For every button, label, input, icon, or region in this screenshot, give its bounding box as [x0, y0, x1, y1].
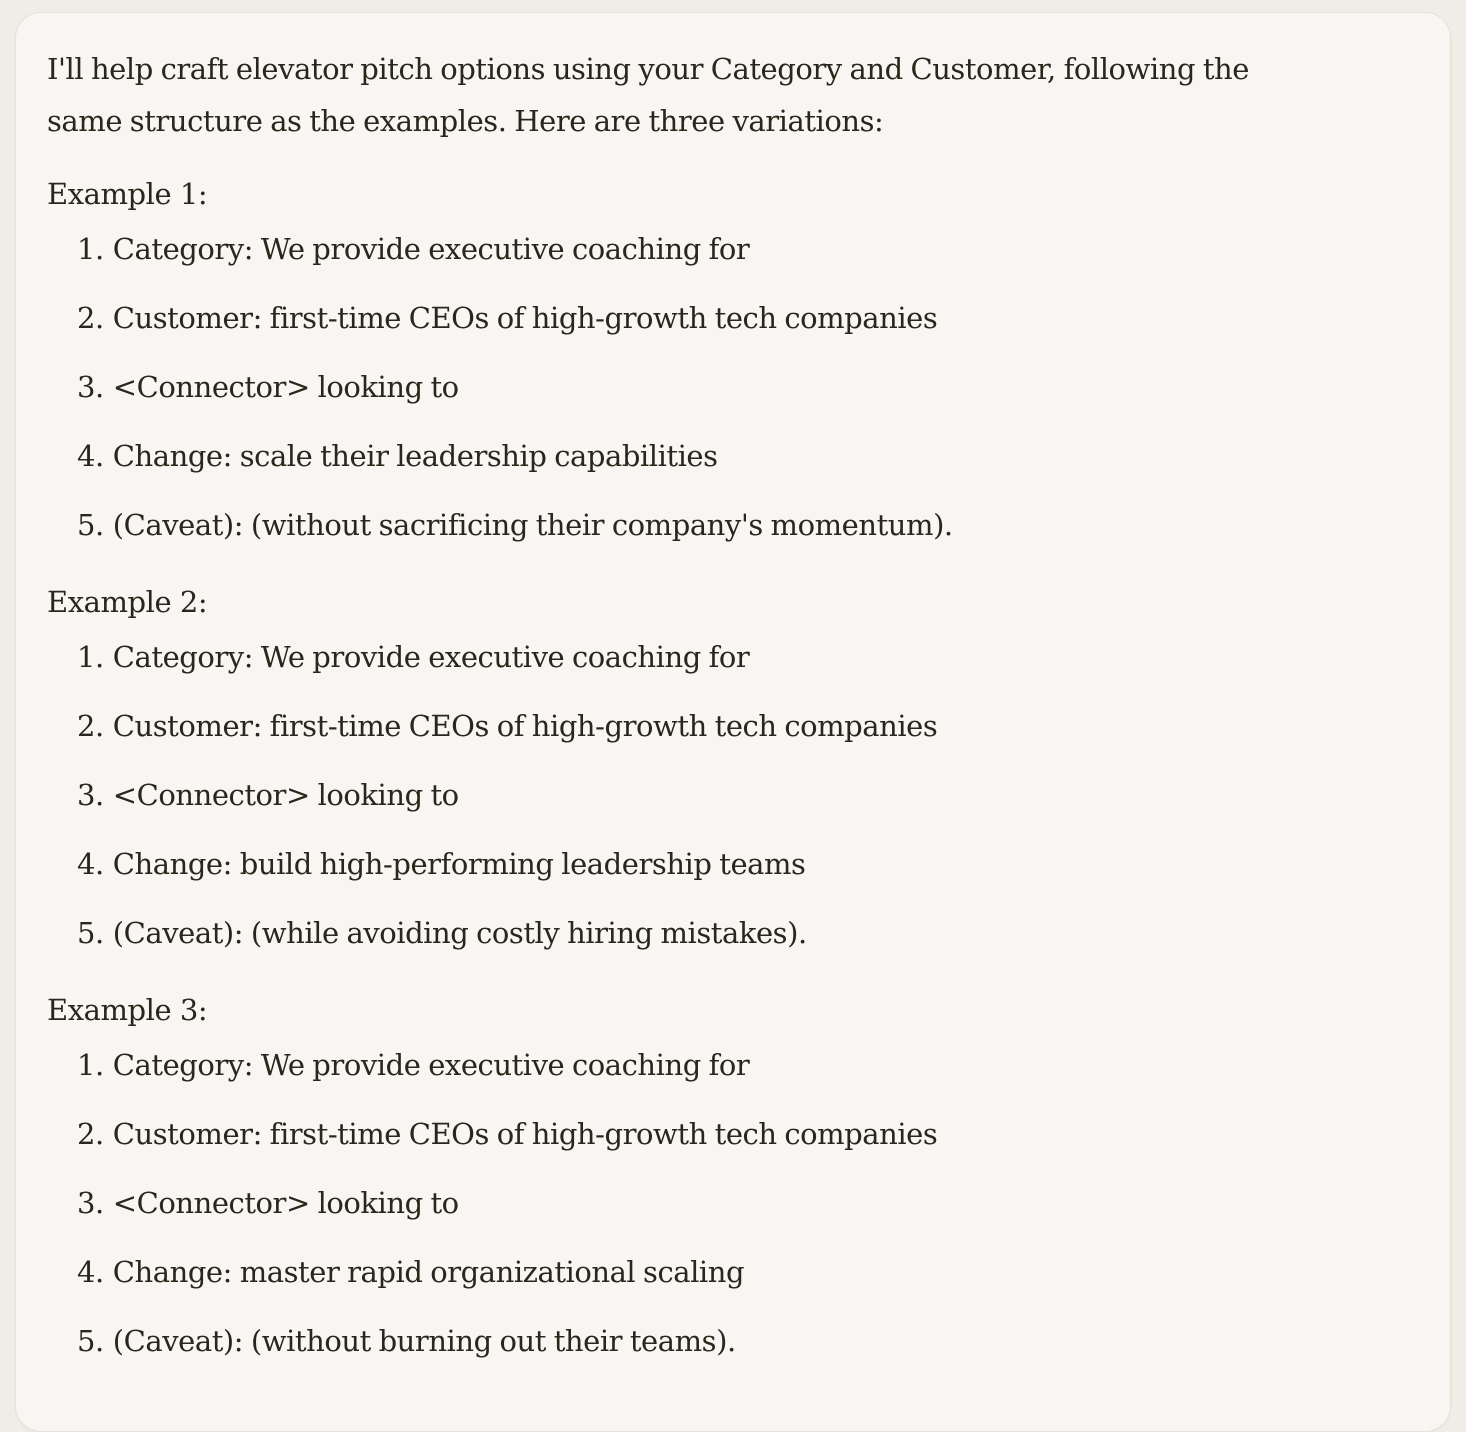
list-item-text: Customer: first-time CEOs of high-growth tech companies: [112, 709, 938, 744]
list-item-number: 4.: [77, 846, 104, 881]
list-item: [47, 1237, 1450, 1306]
list-item-number: 1.: [77, 1048, 104, 1083]
list-item: [47, 1169, 1450, 1238]
list-item: [47, 898, 1450, 967]
example-heading: Example 1:: [47, 177, 208, 211]
intro-paragraph: I'll help craft elevator pitch options using your Category and Customer, following the same structure as the examples. Here are three variations:: [47, 52, 1249, 138]
list-item-number: 4.: [77, 1254, 104, 1289]
example-section: [47, 581, 1450, 967]
list-item-text: Customer: first-time CEOs of high-growth tech companies: [112, 301, 938, 336]
list-item: [47, 215, 1450, 284]
list-item-text: (Caveat): (without sacrificing their company's momentum).: [112, 507, 953, 542]
list-item-number: 3.: [77, 369, 104, 404]
list-item-number: 5.: [77, 507, 104, 542]
list-item-number: 3.: [77, 1185, 104, 1220]
list-item-text: Change: scale their leadership capabilities: [112, 438, 718, 473]
list-item: [47, 761, 1450, 830]
list-item-text: Change: master rapid organizational scaling: [112, 1254, 745, 1289]
list-item: [47, 353, 1450, 422]
example-list: [47, 623, 1450, 967]
list-item-number: 1.: [77, 640, 104, 675]
list-item-number: 4.: [77, 438, 104, 473]
list-item-number: 5.: [77, 1323, 104, 1358]
example-section: [47, 173, 1450, 559]
list-item-text: (Caveat): (while avoiding costly hiring mistakes).: [112, 915, 807, 950]
list-item: [47, 284, 1450, 353]
list-item-text: Category: We provide executive coaching for: [112, 1048, 750, 1083]
list-item-number: 2.: [77, 709, 104, 744]
list-item-number: 2.: [77, 301, 104, 336]
list-item-text: <Connector> looking to: [112, 777, 459, 812]
list-item-number: 1.: [77, 232, 104, 267]
list-item-text: Category: We provide executive coaching for: [112, 232, 750, 267]
list-item-number: 2.: [77, 1117, 104, 1152]
list-item-number: 3.: [77, 777, 104, 812]
list-item: [47, 623, 1450, 692]
example-heading: Example 2:: [47, 584, 208, 619]
list-item: [47, 490, 1450, 559]
example-list: [47, 1031, 1450, 1375]
list-item: [47, 1100, 1450, 1169]
list-item: [47, 421, 1450, 490]
list-item-text: Customer: first-time CEOs of high-growth tech companies: [112, 1117, 938, 1152]
example-heading: Example 3:: [47, 992, 208, 1027]
example-list: [47, 215, 1450, 559]
list-item-text: Category: We provide executive coaching for: [112, 640, 750, 675]
list-item-number: 5.: [77, 915, 104, 950]
list-item-text: <Connector> looking to: [112, 1185, 459, 1220]
list-item-text: <Connector> looking to: [112, 369, 459, 404]
list-item-text: Change: build high-performing leadership teams: [112, 846, 806, 881]
list-item: [47, 1306, 1450, 1375]
list-item: [47, 692, 1450, 761]
list-item: [47, 829, 1450, 898]
example-section: [47, 989, 1450, 1375]
list-item: [47, 1031, 1450, 1100]
list-item-text: (Caveat): (without burning out their teams).: [112, 1323, 736, 1358]
assistant-message: [15, 12, 1451, 1432]
